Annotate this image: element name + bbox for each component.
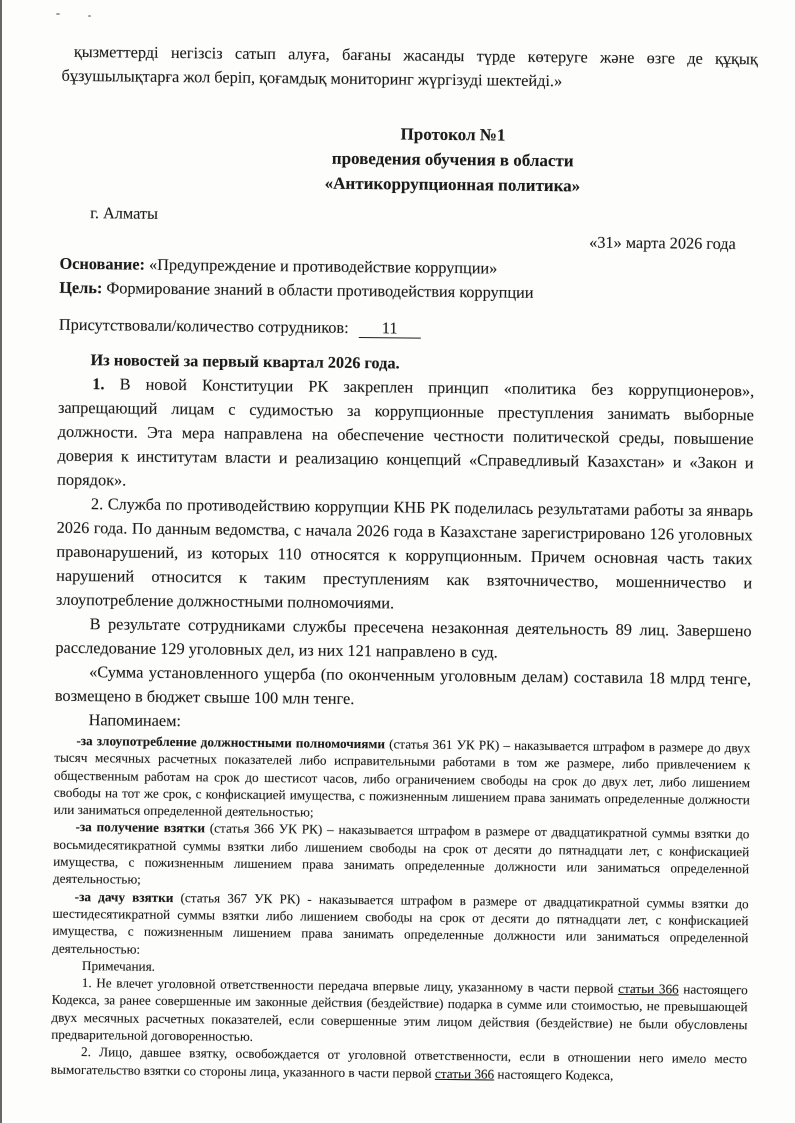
news-heading: Из новостей за первый квартал 2026 года. — [90, 350, 400, 373]
attendees-count: 11 — [359, 319, 421, 339]
note-2-text-a: 2. Лицо, давшее взятку, освобождается от уголовной ответственности, если в отношении него имело место вымогательство взятки со стороны лица, указанного в части первой — [50, 1044, 748, 1081]
news-paragraph-2: 2. Служба по противодействию коррупции КНБ РК поделилась результатами работы за январь 2026 года. По данным ведомства, с начала 2026 года в Казахстане зарегистрировано 126 уголовных правонарушений, из которых 110 относятся к коррупционным. Причем основная часть таких нарушений относится к таким преступлениям как взяточничество, мошенничество и злоупотребление должностными полномочиями. — [55, 494, 754, 613]
basis-text: «Предупреждение и противодействие коррупции» — [144, 254, 498, 278]
protocol-title-line1: Протокол №1 — [400, 124, 506, 145]
attendees-label: Присутствовали/количество сотрудников: — [58, 314, 349, 337]
protocol-title-line2: проведения обучения в области — [331, 148, 574, 171]
note-2-text-b: настоящего Кодекса, — [494, 1066, 614, 1083]
penalty-giving-text: (статья 367 УК РК) - наказывается штрафом в размере от двадцатикратной суммы взятки до шестидесятикратной суммы взятки либо лишением свободы на срок от десяти до пятнадцати лет, с конфискацией имущества, с пожизненным лишением права занимать определенные должности или заниматься определенной деятельностью: — [52, 889, 749, 957]
notes-heading: Примечания. — [81, 957, 156, 974]
penalty-giving-lead: -за дачу взятки — [74, 888, 174, 905]
article-366-reference: статьи 366 — [618, 981, 679, 997]
penalty-receiving-bribe — [53, 818, 750, 895]
scan-edge-shadow — [0, 0, 2, 1123]
results-paragraph: В результате сотрудниками службы пресечена незаконная деятельность 89 лиц. Завершено расследование 129 уголовных дел, из них 121 направлено в суд. — [55, 614, 752, 662]
goal-text: Формирование знаний в области противодействия коррупции — [102, 278, 534, 302]
penalty-receiving-lead: -за получение взятки — [75, 819, 206, 836]
note-1-text-a: 1. Не влечет уголовной ответственности передача впервые лицу, указанному в части первой — [81, 975, 619, 997]
ink-speck — [88, 15, 91, 17]
penalty-giving-bribe — [52, 887, 749, 964]
carryover-paragraph: қызметтерді негізсіз сатып алуға, бағаны жасанды түрде көтеруге және өзге де құқық бұзушылықтарға жол беріп, қоғамдық мониторинг жүргізуді шектейді.» — [61, 41, 758, 91]
date-line: «31» марта 2026 года — [589, 232, 736, 254]
protocol-title-line3: «Антикоррупционная политика» — [324, 173, 581, 196]
note-1-text-b: настоящего Кодекса, за ранее совершенные им законные действия (бездействие) подарка в сумме или стоимостью, не превышающей двух месячных расчетных показателей, если совершенные этим лицом действия (бездействие) не были обусловлены предварительной договоренностью. — [51, 981, 748, 1044]
document-content — [51, 40, 758, 1085]
item-number-1: 1. — [92, 374, 105, 394]
note-2 — [51, 1043, 747, 1085]
basis-label: Основание: — [59, 253, 146, 274]
goal-label: Цель: — [59, 277, 103, 298]
damage-sum-paragraph: «Сумма установленного ущерба (по оконченным уголовным делам) составила 18 млрд тенге, возмещено в бюджет свыше 100 млн тенге. — [54, 662, 752, 708]
protocol-title — [60, 118, 757, 201]
city-line: г. Алматы — [90, 203, 159, 223]
penalty-abuse-of-office — [54, 732, 751, 826]
attendees-line — [59, 313, 755, 345]
news-paragraph-1 — [57, 372, 754, 500]
penalty-abuse-text: (статья 361 УК РК) – наказывается штрафом в размере до двух тысяч месячных расчетных показателей либо исправительными работами в том же размере, либо привлечением к общественным работам на срок до шестисот часов, либо ограничением свободы на срок до двух лет, либо лишением свободы на тот же срок, с конфискацией имущества, с пожизненным лишением права занимать определенные должности или заниматься определенной деятельностью; — [53, 736, 751, 820]
penalty-receiving-text: (статья 366 УК РК) – наказывается штрафом в размере от двадцатикратной суммы взятки до восьмидесятикратной суммы взятки либо лишением свободы на срок от десяти до пятнадцати лет, с конфискацией имущества, с пожизненным лишением права занимать определенные должности или заниматься определенной деятельностью; — [52, 820, 750, 888]
penalty-abuse-lead: -за злоупотребление должностными полномочиями — [76, 732, 386, 752]
ink-speck — [56, 13, 60, 15]
reminder-line: Напоминаем: — [88, 710, 182, 731]
article-366-reference: статьи 366 — [434, 1065, 495, 1082]
news-paragraph-1-text: В новой Конституции РК закреплен принцип «политика без коррупционеров», запрещающий лицам с судимостью за коррупционные преступления занимать выборные должности. Эта мера направлена на обеспечение честности политической среды, повышение доверия к институтам власти и реализацию концепций «Справедливый Казахстан» и «Закон и порядок». — [57, 374, 755, 490]
note-1 — [51, 974, 748, 1051]
